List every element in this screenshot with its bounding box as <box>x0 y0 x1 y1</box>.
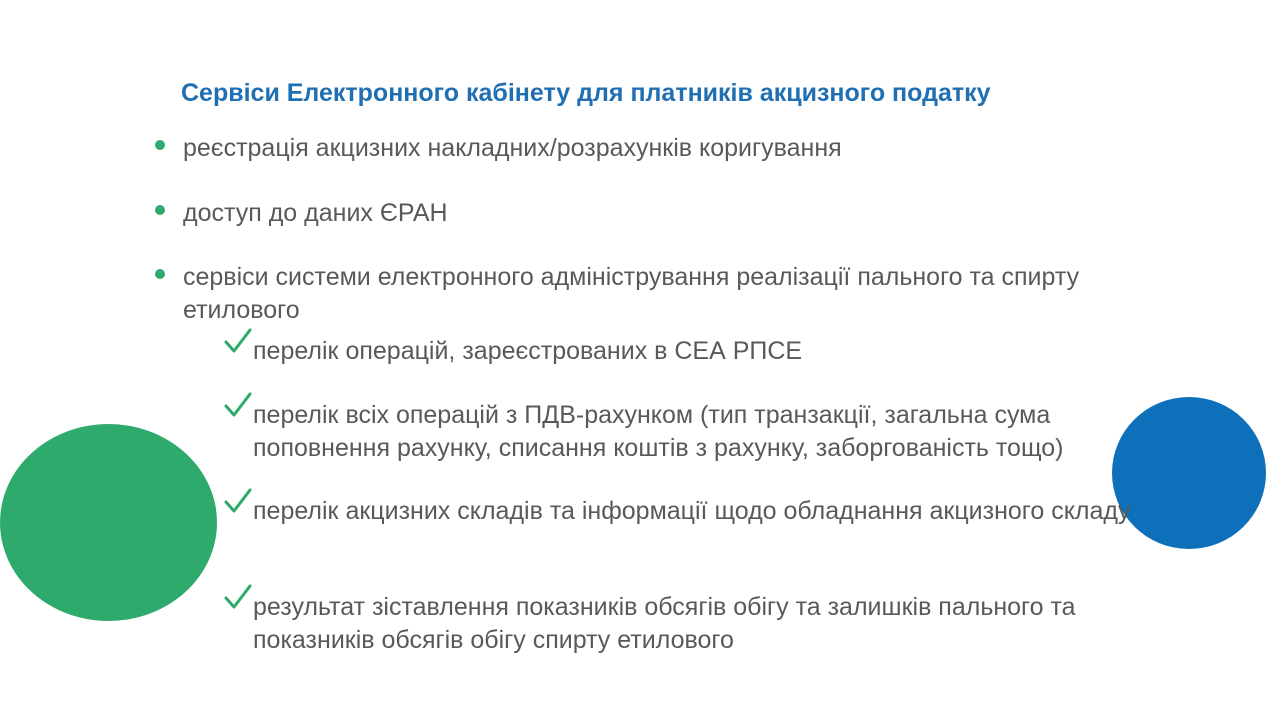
bullet-text: реєстрація акцизних накладних/розрахунків коригування <box>183 134 842 162</box>
bullet-item <box>183 261 1163 327</box>
green-dot-icon <box>155 269 165 279</box>
checkmark-icon <box>223 583 253 613</box>
decorative-green-circle <box>0 424 217 621</box>
sub-item-text: результат зіставлення показників обсягів обігу та залишків пального та показників обсягів обігу спирту етилового <box>253 593 1076 654</box>
green-dot-icon <box>155 205 165 215</box>
checkmark-icon <box>223 391 253 421</box>
bullet-item <box>183 197 1183 230</box>
checkmark-icon <box>223 327 253 357</box>
sub-list-item <box>253 495 1133 528</box>
decorative-blue-circle <box>1112 397 1266 549</box>
bullet-text: сервіси системи електронного адміністрування реалізації пального та спирту етилового <box>183 263 1080 324</box>
slide-title: Сервіси Електронного кабінету для платників акцизного податку <box>181 79 991 107</box>
sub-list-item <box>253 399 1133 465</box>
sub-list-item <box>253 591 1153 657</box>
sub-item-text: перелік операцій, зареєстрованих в СЕА РПСЕ <box>253 337 803 365</box>
green-dot-icon <box>155 140 165 150</box>
sub-item-text: перелік акцизних складів та інформації щодо обладнання акцизного складу <box>253 497 1131 525</box>
bullet-item <box>183 132 1183 165</box>
sub-item-text: перелік всіх операцій з ПДВ-рахунком (тип транзакції, загальна сума поповнення рахунку, списання коштів з рахунку, заборгованість тощо) <box>253 401 1064 462</box>
bullet-text: доступ до даних ЄРАН <box>183 199 448 227</box>
checkmark-icon <box>223 487 253 517</box>
sub-list-item <box>253 335 1133 368</box>
